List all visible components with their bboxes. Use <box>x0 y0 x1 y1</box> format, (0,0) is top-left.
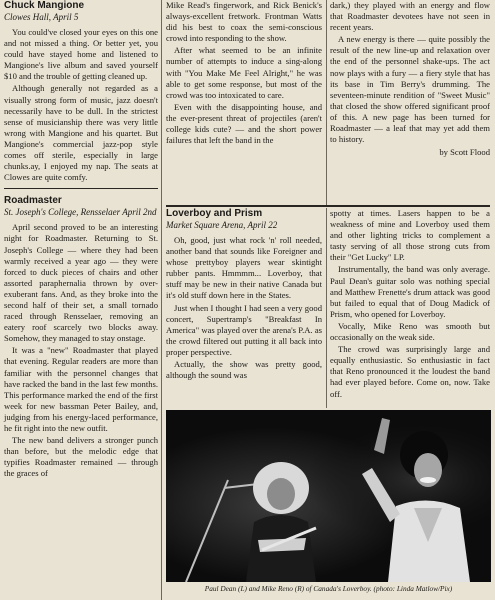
headline-roadmaster: Roadmaster <box>4 195 62 207</box>
paragraph: The new band delivers a stronger punch than before, but the melodic edge that typifies Roadmaster remained — through the graces of <box>4 435 158 479</box>
column-1 <box>4 0 158 480</box>
byline: by Scott Flood <box>439 147 490 158</box>
paragraph: April second proved to be an interesting night for Roadmaster. Returning to St. Joseph's College — where they had been warmly received a year ago — they were forced to duck pieces of chairs and other assorted paraphernalia thrown by over-exuberant fans. And, as they broke into the second half of their set, a small tornado raced through Rensselaer, removing an eatery roof scarcely two blocks away. Somehow, they managed to stay onstage. <box>4 222 158 344</box>
paragraph: Instrumentally, the band was only average. Paul Dean's guitar solo was nothing special and Matthew Frenette's drum attack was good but failed to equal that of Doug Madick of Prism, who opened for Loverboy. <box>330 264 490 319</box>
paragraph: Actually, the show was pretty good, although the sound was <box>166 359 322 381</box>
concert-photo <box>166 410 491 582</box>
divider <box>4 188 158 189</box>
paragraph: Just when I thought I had seen a very good concert, Supertramp's "Breakfast In America" was played over the arena's P.A. as the crowd filtered out putting it all back into proper perspective. <box>166 302 322 357</box>
venue-st-josephs: St. Joseph's College, Rensselaer April 2nd <box>4 207 157 218</box>
paragraph: The crowd was surprisingly large and equally enthusiastic. So enthusiastic in fact that Reno pronounced it the loudest the band had ever played before. Come on, now. Take off. <box>330 344 490 399</box>
paragraph: A new energy is there — quite possibly the result of the new line-up and relaxation over the end of the personnel shake-ups. The act now plays with a fury — a fiery style that has its base in Tim Berry's drumming. The seventeen-minute rendition of "Sweet Music" that closed the show offered significant proof of this. A new page has been turned for Roadmaster — a leaf that may yet add them to history. <box>330 34 490 145</box>
paragraph: Even with the disappointing house, and the ever-present threat of projectiles (aren't college kids cute? — and the short power failures that left the band in the <box>166 101 322 146</box>
headline-chuck-mangione: Chuck Mangione <box>4 0 85 11</box>
loverboy-column-3 <box>330 208 490 401</box>
loverboy-column-2 <box>166 208 322 382</box>
paragraph: Vocally, Mike Reno was smooth but occasionally on the weak side. <box>330 320 490 343</box>
paragraph: After what seemed to be an infinite number of attempts to induce a sing-along with "You Make Me Feel Alright," he was able to get some response, but most of the crowd was too intoxicated to care. <box>166 45 322 100</box>
column-3-top <box>330 0 490 158</box>
paragraph: spotty at times. Lasers happen to be a weakness of mine and Loverboy used them and other lighting tricks to complement a tasty serving of all those strong cuts from their "Get Lucky" LP. <box>330 208 490 263</box>
paragraph: dark,) they played with an energy and flow that Roadmaster devotees have not seen in recent years. <box>330 0 490 33</box>
paragraph: It was a "new" Roadmaster that played that evening. Regular readers are more than familiar with the personnel changes that have racked the band in the last few months. This performance marked the end of the first week for new bassman Peter Bailey, and, judging from his energy-laced performance, he fit right into the new outfit. <box>4 345 158 433</box>
paragraph: You could've closed your eyes on this one and not missed a thing. Or better yet, you could have stayed home and listened to Mangione's live album and saved yourself $10 and the trouble of getting cleaned up. <box>4 27 158 82</box>
column-rule-2 <box>326 0 327 205</box>
paragraph: Mike Read's fingerwork, and Rick Benick's always-excellent fretwork. Frontman Watts did his best to coax the semi-conscious crowd into responding to the show. <box>166 0 322 44</box>
paragraph: Oh, good, just what rock 'n' roll needed, another band that sounds like Foreigner and whose prettyboy players wear skintight rubber pants. Hmmmm... Loverboy, that stuff may be new in their native Canada but it's old stuff down here in the States. <box>166 235 322 301</box>
column-2-top <box>166 0 322 147</box>
venue-clowes-hall: Clowes Hall, April 5 <box>4 12 79 22</box>
paragraph: Although generally not regarded as a visually strong form of music, jazz doesn't necessarily have to be dull. In the strictest sense of musicianship there was very little wrong with Mangione and his quartet. But Mangione's commercial jazz-pop style comes off sterile, especially in large chunks.ay, I enjoyed my nap. The seats at Clowes are quite comfy. <box>4 83 158 183</box>
venue-market-square: Market Square Arena, April 22 <box>166 220 278 230</box>
concert-photo-illustration <box>166 410 491 582</box>
section-rule <box>166 205 490 207</box>
column-rule-3 <box>326 208 327 408</box>
photo-caption: Paul Dean (L) and Mike Reno (R) of Canada's Loverboy. (photo: Linda Matlow/Pix) <box>204 584 453 593</box>
headline-loverboy: Loverboy and Prism <box>166 208 263 219</box>
column-rule-1 <box>161 0 162 600</box>
